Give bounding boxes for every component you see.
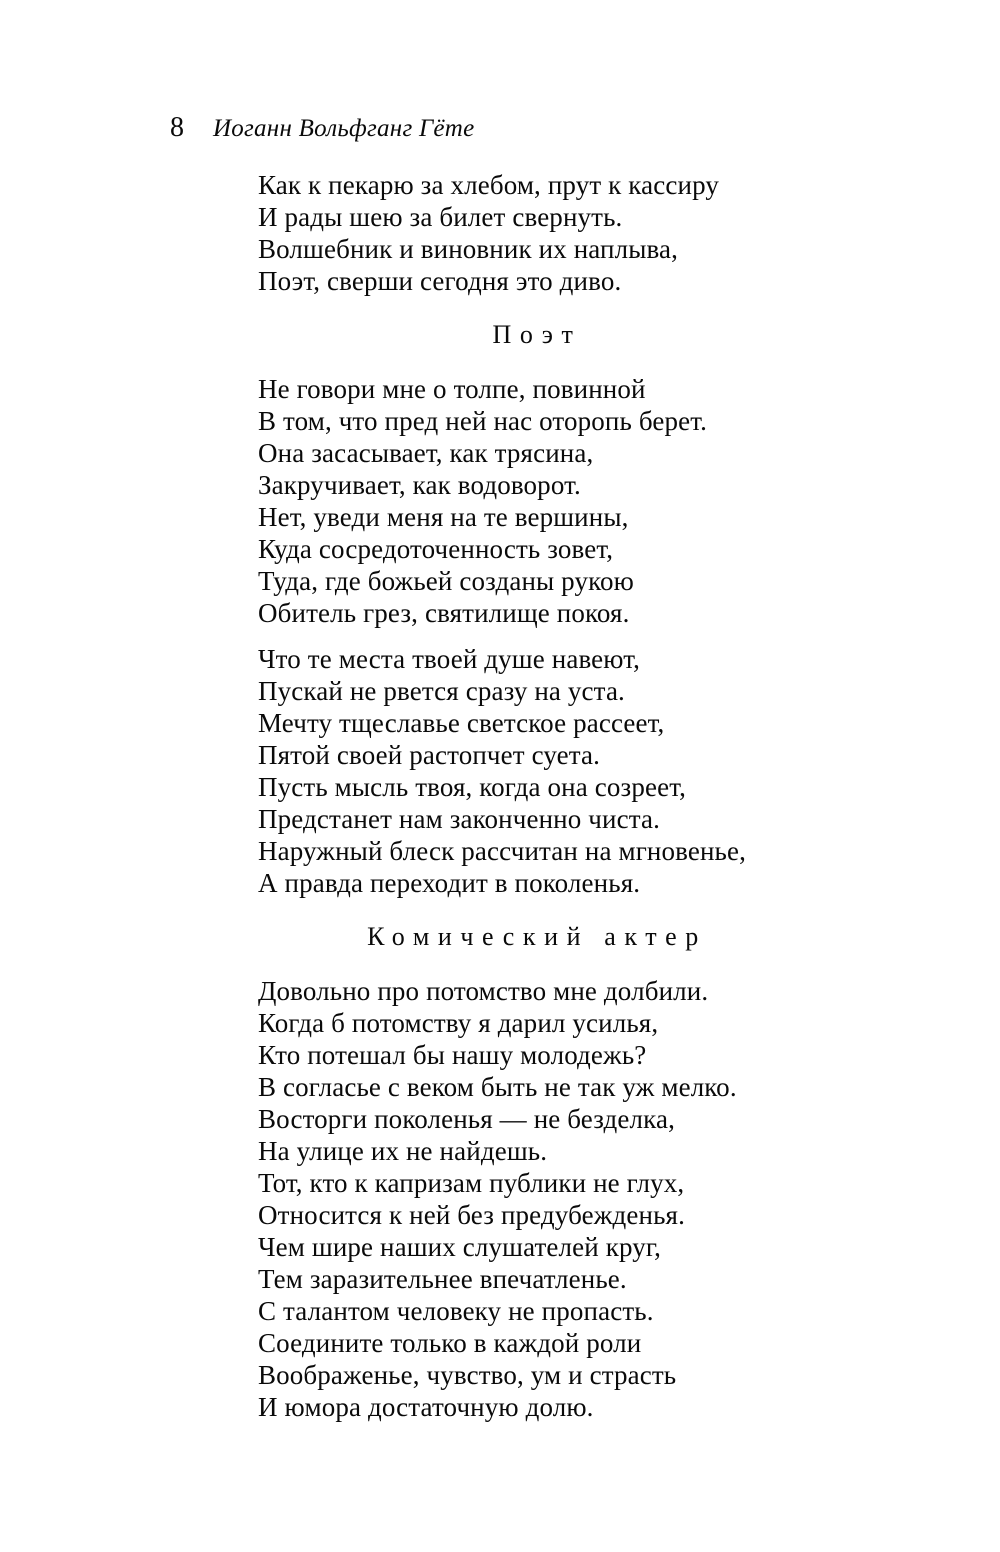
poem-line: Пусть мысль твоя, когда она созреет, [258, 772, 686, 802]
poem-line: Тем заразительнее впечатленье. [258, 1264, 627, 1294]
stanza [258, 975, 816, 1423]
page-number: 8 [170, 112, 184, 143]
poem-line: Туда, где божьей созданы рукою [258, 566, 634, 596]
poem-line: Когда б потомству я дарил усилья, [258, 1008, 659, 1038]
poem-line: Нет, уведи меня на те вершины, [258, 502, 629, 532]
poem-line: Поэт, сверши сегодня это диво. [258, 266, 622, 296]
poem-line: Наружный блеск рассчитан на мгновенье, [258, 836, 747, 866]
poem-line: На улице их не найдешь. [258, 1136, 548, 1166]
poem-line: Относится к ней без предубежденья. [258, 1200, 685, 1230]
stanza [258, 169, 816, 297]
poem-line: И рады шею за билет свернуть. [258, 202, 623, 232]
poem-body [258, 169, 816, 1437]
poem-line: Пятой своей растопчет суета. [258, 740, 600, 770]
poem-line: Как к пекарю за хлебом, прут к кассиру [258, 170, 719, 200]
poem-line: Куда сосредоточенность зовет, [258, 534, 614, 564]
poem-line: Тот, кто к капризам публики не глух, [258, 1168, 685, 1198]
poem-line: Волшебник и виновник их наплыва, [258, 234, 679, 264]
poem-line: Предстанет нам законченно чиста. [258, 804, 660, 834]
page-header [170, 112, 474, 144]
running-title: Иоганн Вольфганг Гёте [213, 115, 475, 142]
section-heading: Комический актер [367, 922, 707, 951]
stanza [258, 373, 816, 629]
stanza [258, 643, 816, 899]
poem-line: Что те места твоей душе навеют, [258, 644, 641, 674]
poem-line: Не говори мне о толпе, повинной [258, 374, 646, 404]
poem-line: С талантом человеку не пропасть. [258, 1296, 654, 1326]
poem-line: Обитель грез, святилище покоя. [258, 598, 630, 628]
poem-line: Соедините только в каждой роли [258, 1328, 642, 1358]
section-heading: Поэт [492, 320, 582, 349]
poem-line: Довольно про потомство мне долбили. [258, 976, 709, 1006]
poem-line: Чем шире наших слушателей круг, [258, 1232, 661, 1262]
poem-line: Она засасывает, как трясина, [258, 438, 594, 468]
poem-line: Кто потешал бы нашу молодежь? [258, 1040, 647, 1070]
poem-line: В том, что пред ней нас оторопь берет. [258, 406, 708, 436]
poem-line: И юмора достаточную долю. [258, 1392, 594, 1422]
poem-line: В согласье с веком быть не так уж мелко. [258, 1072, 737, 1102]
poem-line: А правда переходит в поколенья. [258, 868, 641, 898]
poem-line: Воображенье, чувство, ум и страсть [258, 1360, 677, 1390]
poem-line: Восторги поколенья — не безделка, [258, 1104, 676, 1134]
poem-line: Мечту тщеславье светское рассеет, [258, 708, 665, 738]
poem-line: Пускай не рвется сразу на уста. [258, 676, 625, 706]
poem-line: Закручивает, как водоворот. [258, 470, 581, 500]
